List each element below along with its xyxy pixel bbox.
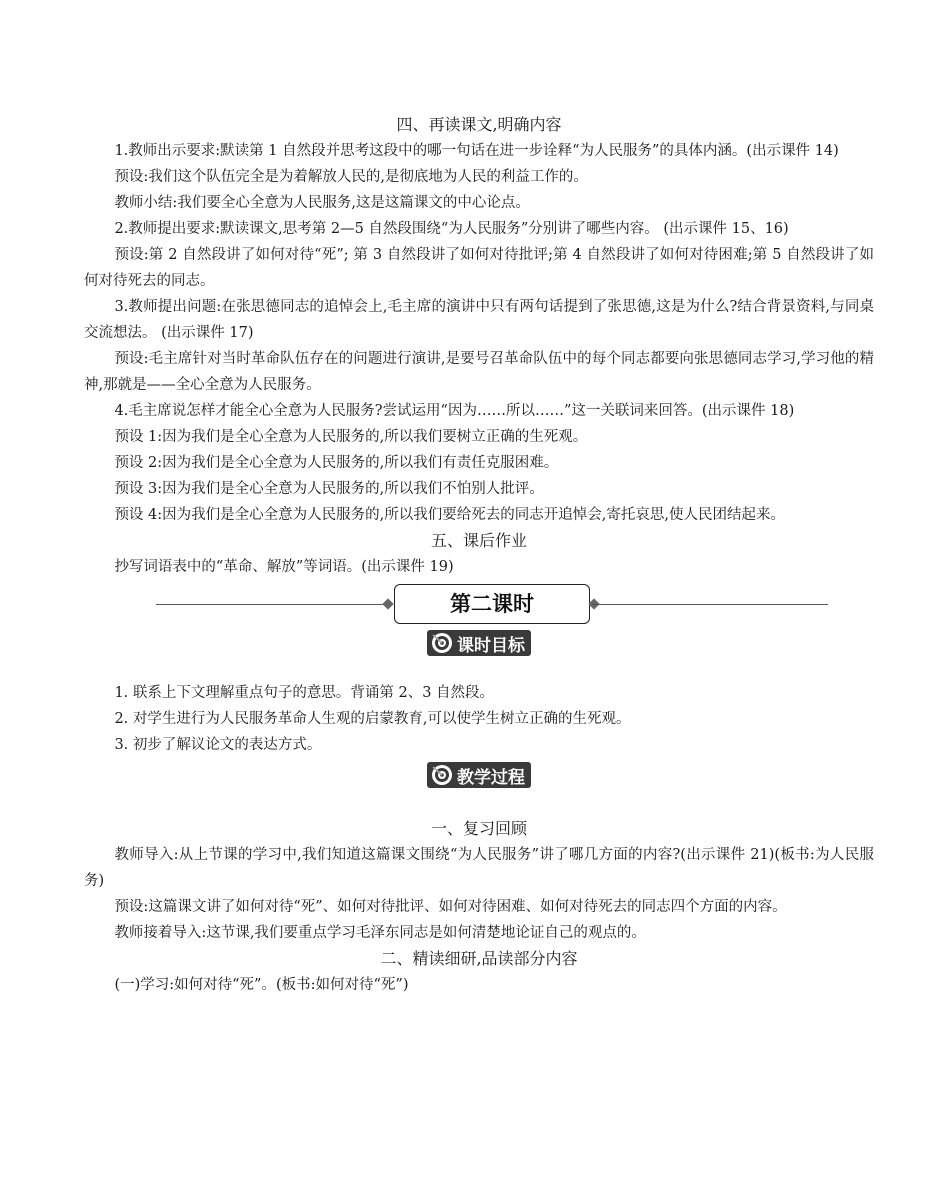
goal-item: 1. 联系上下文理解重点句子的意思。背诵第 2、3 自然段。 (114, 685, 495, 701)
section-4-heading: 四、再读课文,明确内容 (396, 115, 562, 134)
lesson-divider (84, 584, 874, 626)
paragraph: 预设 4:因为我们是全心全意为人民服务的,所以我们要给死去的同志开追悼会,寄托哀思,使人民团结起来。 (114, 507, 785, 523)
paragraph: 1.教师出示要求:默读第 1 自然段并思考这段中的哪一句话在进一步诠释“为人民服务”的具体内涵。(出示课件 14) (114, 143, 839, 159)
paragraph: 预设:这篇课文讲了如何对待“死”、如何对待批评、如何对待困难、如何对待死去的同志四个方面的内容。 (114, 899, 787, 915)
goal-item: 3. 初步了解议论文的表达方式。 (114, 737, 322, 753)
paragraph: 预设:我们这个队伍完全是为着解放人民的,是彻底地为人民的利益工作的。 (114, 169, 588, 185)
process-badge-row (84, 762, 874, 794)
goals-badge-label: 课时目标 (457, 635, 525, 656)
section-5-heading: 五、课后作业 (430, 531, 527, 550)
document-page (84, 112, 874, 998)
process-badge (427, 762, 531, 788)
paragraph: (一)学习:如何对待“死”。(板书:如何对待“死”) (114, 977, 409, 993)
review-heading: 一、复习回顾 (430, 819, 527, 838)
lesson-title: 第二课时 (394, 584, 590, 624)
paragraph: 2.教师提出要求:默读课文,思考第 2—5 自然段围绕“为人民服务”分别讲了哪些内容。 (出示课件 15、16) (114, 221, 789, 237)
paragraph: 预设 1:因为我们是全心全意为人民服务的,所以我们要树立正确的生死观。 (114, 429, 588, 445)
goals-badge (427, 630, 531, 656)
close-read-heading: 二、精读细研,品读部分内容 (380, 949, 578, 968)
paragraph: 预设:毛主席针对当时革命队伍存在的问题进行演讲,是要号召革命队伍中的每个同志都要向张思德同志学习,学习他的精神,那就是——全心全意为人民服务。 (84, 351, 874, 393)
process-badge-label: 教学过程 (457, 767, 525, 788)
paragraph: 抄写词语表中的“革命、解放”等词语。(出示课件 19) (114, 559, 454, 575)
paragraph: 教师导入:从上节课的学习中,我们知道这篇课文围绕“为人民服务”讲了哪几方面的内容?(出示课件 21)(板书:为人民服务) (84, 847, 874, 889)
goals-badge-row (84, 630, 874, 662)
paragraph: 教师接着导入:这节课,我们要重点学习毛泽东同志是如何清楚地论证自己的观点的。 (114, 925, 646, 941)
goal-item: 2. 对学生进行为人民服务革命人生观的启蒙教育,可以使学生树立正确的生死观。 (114, 711, 631, 727)
paragraph: 4.毛主席说怎样才能全心全意为人民服务?尝试运用“因为……所以……”这一关联词来回答。(出示课件 18) (114, 403, 795, 419)
target-icon (431, 764, 453, 786)
paragraph: 3.教师提出问题:在张思德同志的追悼会上,毛主席的演讲中只有两句话提到了张思德,这是为什么?结合背景资料,与同桌交流想法。 (出示课件 17) (84, 299, 874, 341)
paragraph: 预设 2:因为我们是全心全意为人民服务的,所以我们有责任克服困难。 (114, 455, 559, 471)
target-icon (431, 632, 453, 654)
paragraph: 预设 3:因为我们是全心全意为人民服务的,所以我们不怕别人批评。 (114, 481, 544, 497)
divider-dot-left (382, 598, 393, 609)
paragraph: 预设:第 2 自然段讲了如何对待“死”; 第 3 自然段讲了如何对待批评;第 4 自然段讲了如何对待困难;第 5 自然段讲了如何对待死去的同志。 (84, 247, 874, 289)
paragraph: 教师小结:我们要全心全意为人民服务,这是这篇课文的中心论点。 (114, 195, 530, 211)
divider-line-right (592, 604, 828, 605)
divider-line-left (156, 604, 386, 605)
